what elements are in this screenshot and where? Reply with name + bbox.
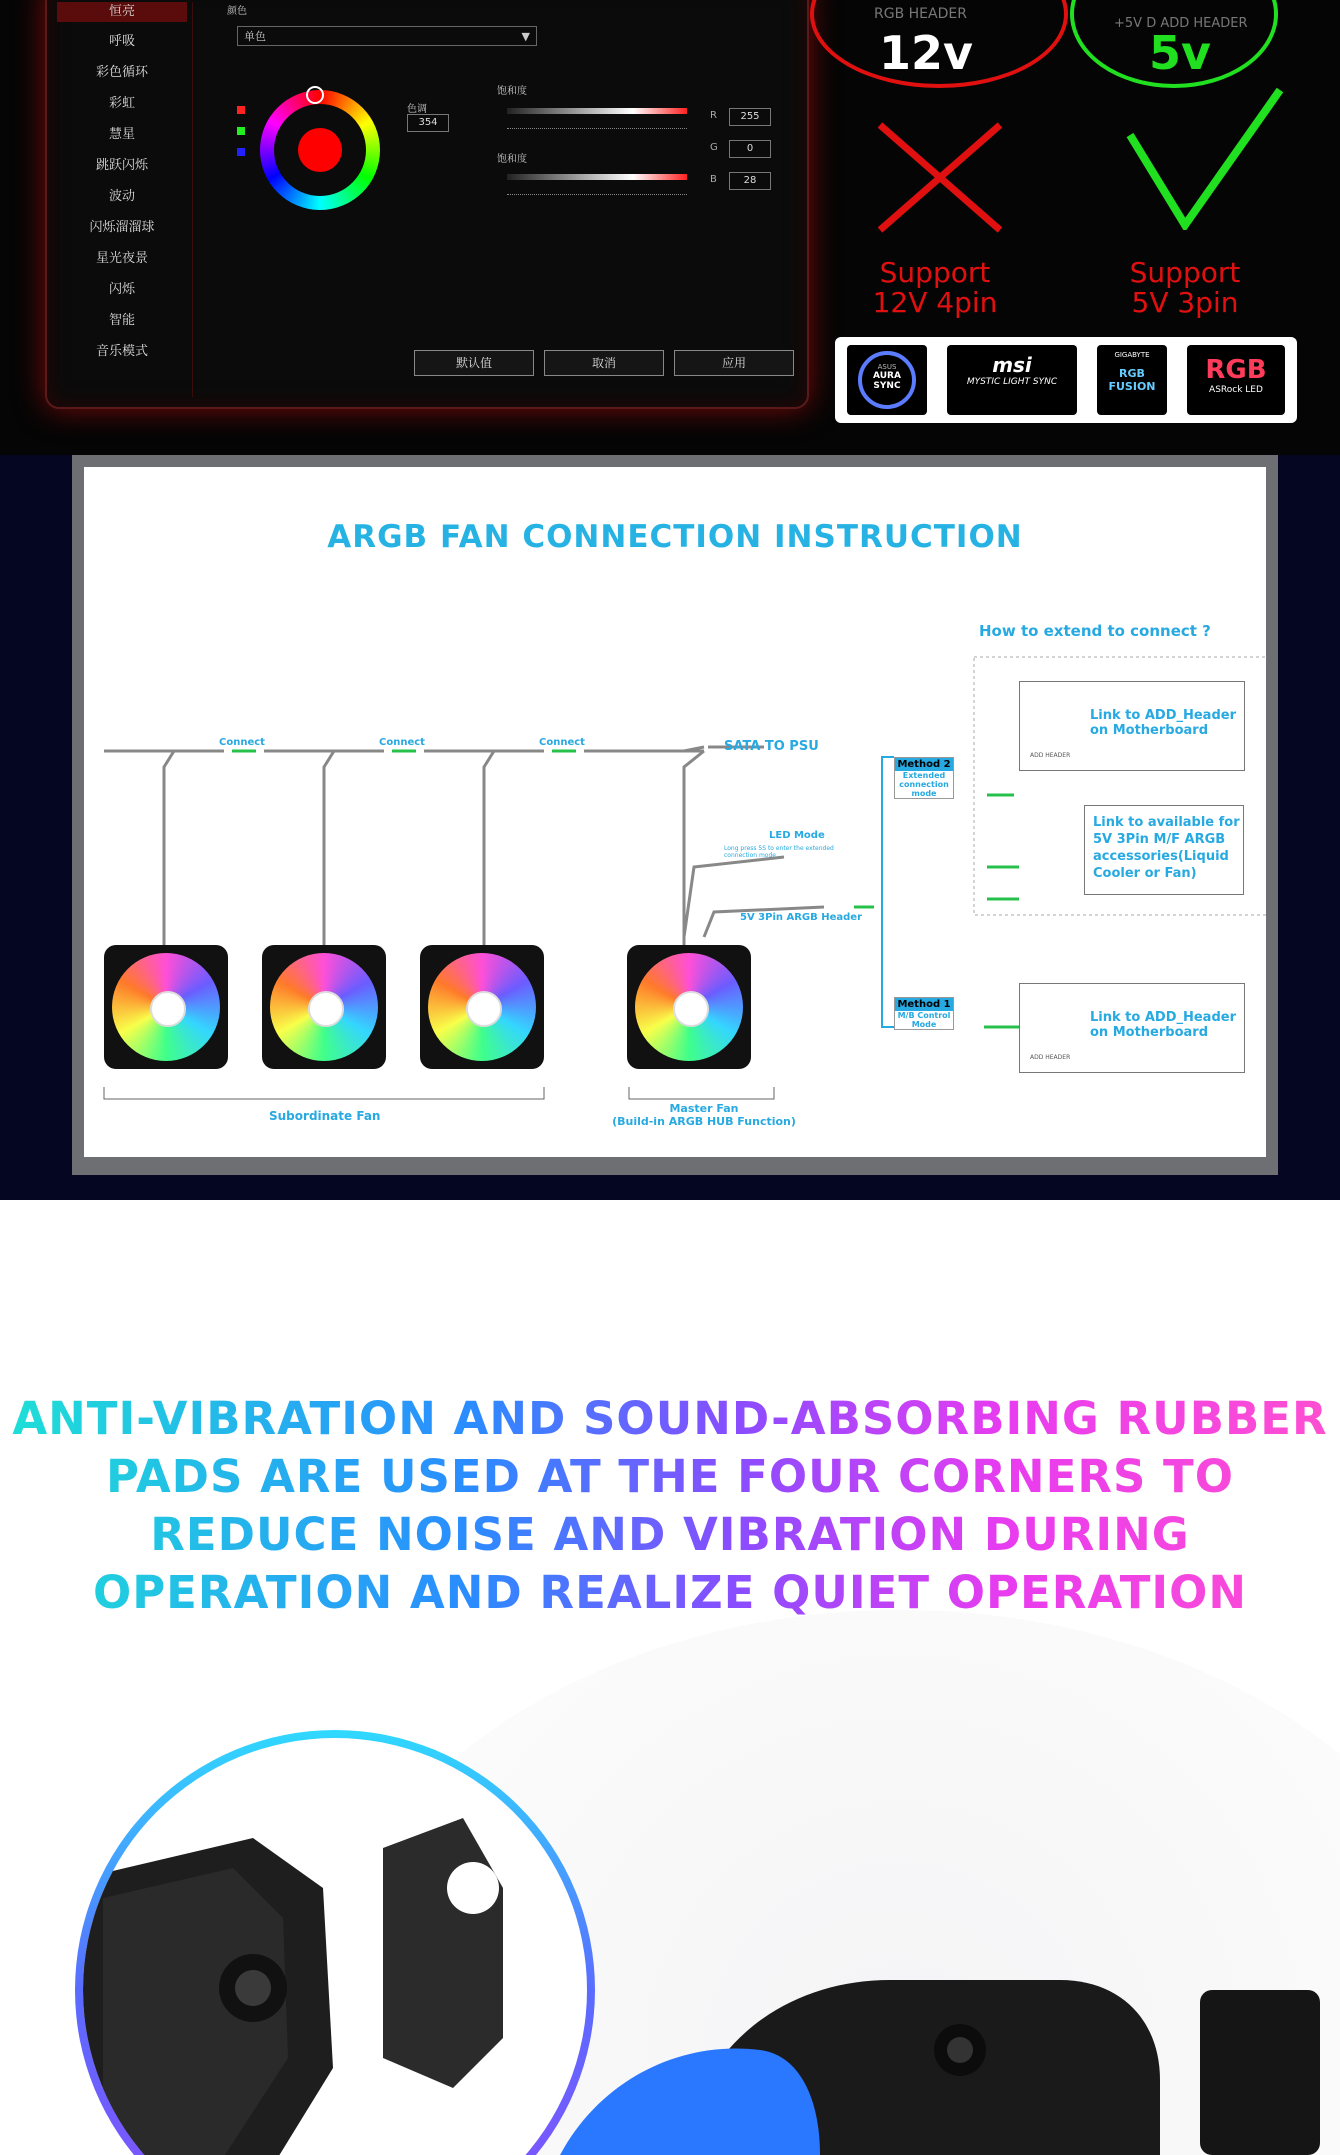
rubber-pads-section <box>0 1200 1340 2155</box>
asus-text: AURA SYNC <box>873 371 901 391</box>
brightness-label: 饱和度 <box>497 154 527 165</box>
link-add-1-line1: Link to ADD_Header <box>1090 708 1236 723</box>
saturation-ticks <box>507 128 687 135</box>
brightness-ticks <box>507 194 687 201</box>
add-header-box-method1 <box>1019 983 1245 1073</box>
method-1-head: Method 1 <box>895 998 953 1011</box>
green-swatch <box>237 127 245 135</box>
add-header-box-method2 <box>1019 681 1245 771</box>
headline-line-4: OPERATION AND REALIZE QUIET OPERATION <box>92 1566 1248 1619</box>
menu-item-yoyo[interactable]: 闪烁溜溜球 <box>89 220 155 235</box>
link-add-2 <box>1090 1010 1236 1040</box>
rubber-pads-headline <box>0 1390 1340 1622</box>
menu-item-comet[interactable]: 慧星 <box>108 127 135 142</box>
method-1-body: M/B Control Mode <box>897 1011 951 1029</box>
msi-mystic-light-logo <box>947 345 1077 415</box>
menu-item-wave[interactable]: 波动 <box>108 189 135 204</box>
subordinate-fan-1 <box>104 945 228 1069</box>
motherboard-sync-logos <box>835 337 1297 423</box>
extend-question: How to extend to connect ? <box>979 622 1211 640</box>
diagram-title: ARGB FAN CONNECTION INSTRUCTION <box>327 519 1023 555</box>
link-add-2-line2: on Motherboard <box>1090 1025 1209 1040</box>
check-icon <box>1125 85 1285 230</box>
menu-item-smart[interactable]: 智能 <box>108 313 135 328</box>
blue-swatch <box>237 148 245 156</box>
diagram-frame <box>72 455 1278 1175</box>
menu-item-flash[interactable]: 闪烁 <box>108 282 135 297</box>
color-select[interactable] <box>237 26 537 46</box>
master-fan-label <box>589 1102 819 1128</box>
software-voltage-section <box>0 0 1340 455</box>
link-add-1-line2: on Motherboard <box>1090 723 1209 738</box>
msi-sub: MYSTIC LIGHT SYNC <box>966 377 1058 387</box>
link-available-line3: accessories(Liquid <box>1093 849 1229 864</box>
support-12v-line1: Support <box>879 256 991 289</box>
asrock-sub: ASRock LED <box>1209 385 1263 395</box>
link-available-line2: 5V 3Pin M/F ARGB <box>1093 832 1226 847</box>
b-value-input[interactable]: 28 <box>729 172 771 190</box>
master-fan <box>627 945 751 1069</box>
cancel-button[interactable]: 取消 <box>544 350 664 376</box>
master-fan-line2: (Build-in ARGB HUB Function) <box>612 1115 796 1128</box>
support-5v-line2: 5V 3pin <box>1131 286 1239 319</box>
gigabyte-rgb-fusion-logo <box>1097 345 1167 415</box>
link-available-line4: Cooler or Fan) <box>1093 866 1197 881</box>
menu-item-rainbow[interactable]: 彩虹 <box>108 96 135 111</box>
subordinate-fan-2 <box>262 945 386 1069</box>
method-2-head: Method 2 <box>895 758 953 771</box>
saturation-slider[interactable] <box>507 108 687 114</box>
v12-board-text: RGB HEADER <box>874 6 967 22</box>
connect-label-1: Connect <box>219 737 265 748</box>
header-12v-circle <box>810 0 1068 88</box>
add-header-small-1: ADD HEADER <box>1030 752 1071 759</box>
mode-menu <box>57 2 193 397</box>
connection-diagram-section <box>0 455 1340 1200</box>
method-1-badge <box>894 997 954 1030</box>
support-5v-line1: Support <box>1129 256 1241 289</box>
link-available <box>1093 814 1240 882</box>
b-channel-label: B <box>710 174 717 185</box>
sata-label: SATA TO PSU <box>724 739 819 754</box>
gigabyte-text: RGB FUSION <box>1108 367 1156 393</box>
diagram-canvas <box>84 467 1266 1157</box>
color-label: 颜色 <box>227 6 247 17</box>
g-value-input[interactable]: 0 <box>729 140 771 158</box>
rgb-control-panel <box>45 0 809 409</box>
subordinate-fan-label: Subordinate Fan <box>269 1109 381 1123</box>
headline-line-2: PADS ARE USED AT THE FOUR CORNERS TO <box>105 1450 1235 1503</box>
subordinate-fan-3 <box>420 945 544 1069</box>
led-mode-note: Long press 5S to enter the extended connection mode <box>724 845 834 859</box>
support-12v <box>860 258 1010 318</box>
method-2-body: Extended connection mode <box>899 771 949 798</box>
selected-color-dot <box>298 128 342 172</box>
red-swatch <box>237 106 245 114</box>
apply-button[interactable]: 应用 <box>674 350 794 376</box>
hue-input[interactable]: 354 <box>407 114 449 132</box>
headline-line-1: ANTI-VIBRATION AND SOUND-ABSORBING RUBBER <box>12 1392 1328 1445</box>
led-mode-label: LED Mode <box>769 830 825 841</box>
chevron-down-icon: ▼ <box>521 30 530 43</box>
rubber-pad-illustration <box>83 1738 587 2155</box>
color-select-value: 单色 <box>244 30 266 43</box>
available-accessories-box <box>1084 805 1244 895</box>
link-available-line1: Link to available for <box>1093 815 1240 830</box>
support-5v <box>1110 258 1260 318</box>
brightness-slider[interactable] <box>507 174 687 180</box>
v12-label: 12v <box>879 26 973 80</box>
r-value-input[interactable]: 255 <box>729 108 771 126</box>
header-5v-label: 5V 3Pin ARGB Header <box>740 912 863 923</box>
menu-item-breathing[interactable]: 呼吸 <box>108 34 135 49</box>
g-channel-label: G <box>710 142 718 153</box>
cross-icon <box>870 120 1010 235</box>
asrock-text: RGB <box>1205 355 1267 385</box>
saturation-label: 饱和度 <box>497 86 527 97</box>
link-add-2-line1: Link to ADD_Header <box>1090 1010 1236 1025</box>
r-channel-label: R <box>710 110 717 121</box>
menu-item-color-cycle[interactable]: 彩色循环 <box>95 65 148 80</box>
menu-item-starry[interactable]: 星光夜景 <box>95 251 148 266</box>
link-add-1 <box>1090 708 1236 738</box>
v5-label: 5v <box>1149 26 1211 80</box>
menu-item-music[interactable]: 音乐模式 <box>95 344 148 359</box>
connect-label-2: Connect <box>379 737 425 748</box>
master-fan-line1: Master Fan <box>669 1102 739 1115</box>
headline-line-3: REDUCE NOISE AND VIBRATION DURING <box>150 1508 1190 1561</box>
hue-knob[interactable] <box>306 86 324 104</box>
asus-aura-logo <box>847 345 927 415</box>
default-button[interactable]: 默认值 <box>414 350 534 376</box>
msi-text: msi <box>992 353 1032 377</box>
corner-zoom-inner <box>83 1738 587 2155</box>
hue-label: 色调 <box>407 104 427 115</box>
color-wheel[interactable] <box>260 90 380 210</box>
gigabyte-sub: GIGABYTE <box>1114 351 1150 359</box>
connect-label-3: Connect <box>539 737 585 748</box>
v5-board-text: +5V D ADD HEADER <box>1114 16 1248 31</box>
menu-item-static[interactable]: 恒亮 <box>57 2 187 22</box>
support-12v-line2: 12V 4pin <box>872 286 998 319</box>
menu-item-flash-jump[interactable]: 跳跃闪烁 <box>95 158 148 173</box>
fan-corner-illustration <box>560 1920 1340 2155</box>
asus-sub: ASUS <box>877 363 897 371</box>
add-header-small-2: ADD HEADER <box>1030 1054 1071 1061</box>
asrock-rgb-logo <box>1187 345 1285 415</box>
header-5v-circle <box>1070 0 1278 88</box>
method-2-badge <box>894 757 954 799</box>
